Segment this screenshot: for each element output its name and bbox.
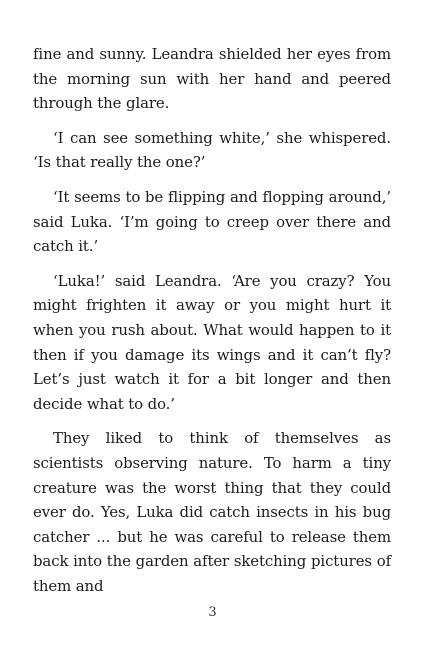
body-text [33,42,391,608]
paragraph-4: ‘Luka!’ said Leandra. ‘Are you crazy? You might frighten it away or you might hurt it when you rush about. What would happen to it then if you damage its wings and it can’t fly? Let’s just watch it for a bit longer and then decide what to do.’ [33,271,391,413]
paragraph-3: ‘It seems to be flipping and flopping around,’ said Luka. ‘I’m going to creep over there and catch it.’ [33,187,391,256]
paragraph-1: fine and sunny. Leandra shielded her eyes from the morning sun with her hand and peered through the glare. [33,45,391,113]
page-number: 3 [208,605,217,620]
paragraph-5: They liked to think of themselves as scientists observing nature. To harm a tiny creature was the worst thing that they could ever do. Yes, Luka did catch insects in his bug catcher ... but he was careful to release them back into the garden after sketching pictures of them and [33,429,391,595]
paragraph-2: ‘I can see something white,’ she whispered. ‘Is that really the one?’ [33,128,391,172]
